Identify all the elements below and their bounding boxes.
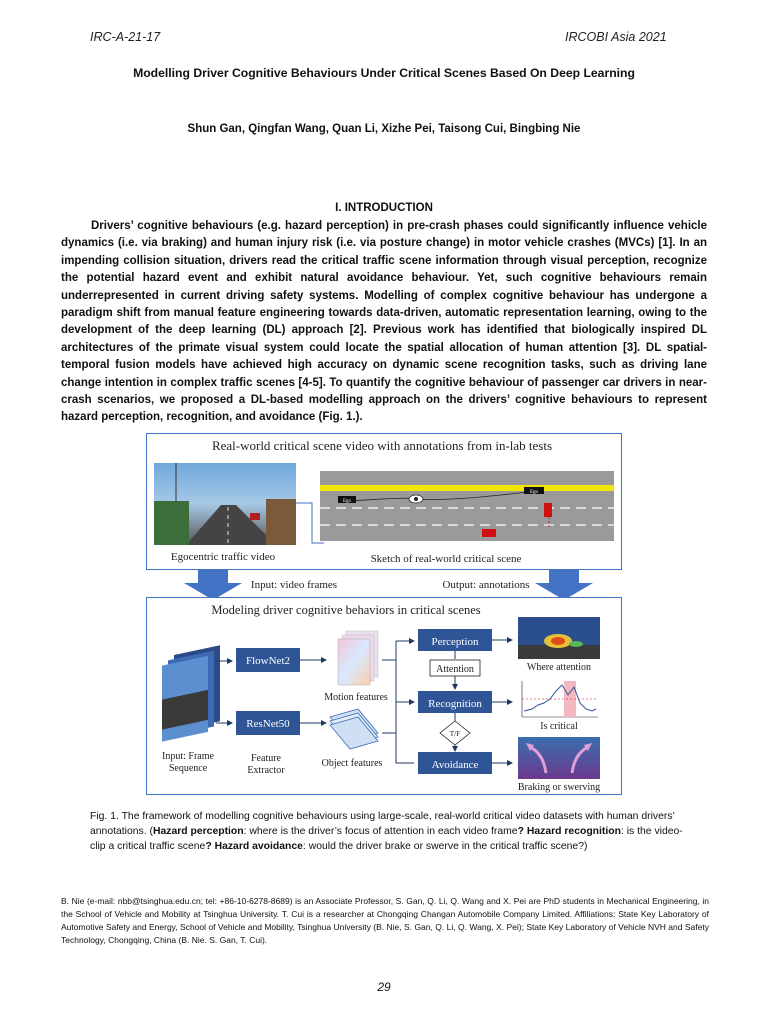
object-features-label: Object features (321, 758, 383, 769)
down-arrow-right (535, 570, 593, 600)
is-critical-label: Is critical (540, 721, 578, 732)
scene-sketch-image (320, 471, 614, 541)
motion-features-image (338, 631, 378, 685)
where-attention-label: Where attention (526, 662, 592, 673)
input-frame-label-2: Sequence (168, 763, 208, 774)
attention-label: Attention (436, 664, 474, 675)
top-panel-title: Real-world critical scene video with annotations from in-lab tests (211, 438, 553, 453)
author-list: Shun Gan, Qingfan Wang, Quan Li, Xizhe Pei, Taisong Cui, Bingbing Nie (187, 123, 581, 135)
tf-label: T/F (449, 729, 461, 738)
sketch-label: Sketch of real-world critical scene (370, 553, 522, 565)
figure-1 (146, 433, 622, 795)
figure-caption: Fig. 1. The framework of modelling cognitive behaviours using large-scale, real-world critical video datasets with human drivers’ annotations. (Hazard perception: where is the driver’s focus of attention in each video frame? Hazard recognition: is the video-clip a critical traffic scene? Hazard avoidance: would the driver brake or swerve in the critical traffic scene?) (90, 811, 683, 853)
input-frame-label-1: Input: Frame (162, 751, 214, 762)
running-header-left: IRC-A-21-17 (90, 30, 161, 44)
avoidance-label: Avoidance (431, 759, 479, 771)
feature-label-2: Extractor (247, 765, 285, 776)
section-heading: I. INTRODUCTION (335, 202, 433, 214)
egocentric-label: Egocentric traffic video (170, 551, 276, 563)
down-arrow-left (184, 570, 242, 600)
attention-heatmap-image (518, 617, 600, 659)
bottom-panel-title: Modeling driver cognitive behaviors in critical scenes (211, 603, 481, 617)
paper-title: Modelling Driver Cognitive Behaviours Under Critical Scenes Based On Deep Learning (133, 66, 635, 80)
output-annotations-label: Output: annotations (442, 579, 530, 591)
egocentric-video-image (154, 463, 296, 545)
ego-tag-2: Ego (529, 490, 539, 495)
running-header-right: IRCOBI Asia 2021 (565, 30, 667, 44)
intro-paragraph: Drivers’ cognitive behaviours (e.g. hazard perception) in pre-crash phases could significantly influence vehicle dynamics (i.e. via braking) and human injury risk (i.e. via posture change) in motor vehicle crashes (MVCs) [1]. In an impending collision situation, drivers read the critical traffic scene information through visual perception, recognize the potential hazard event and exhibit natural avoidance behaviour. Yet, such cognitive behaviours remain underrepresented in current driving safety systems. Modelling of complex cognitive behaviour has undergone a paradigm shift from manual feature engineering towards data-driven, automatic representation learning, owing to the development of the deep learning (DL) approach [2]. Previous work has identified that biologically inspired DL architectures of the primate visual system could locate the spatial allocation of human attention [3]. DL spatial-temporal fusion models have achieved high accuracy on dynamic scene recognition tasks, such as driving lane change intention in complex traffic scenes [4-5]. To quantify the cognitive behaviour of passenger car drivers in near-crash scenarios, we proposed a DL-based modelling approach on the drivers’ cognitive behaviours to represent hazard perception, recognition, and avoidance (Fig. 1.). (61, 220, 707, 424)
flownet-label: FlowNet2 (246, 655, 290, 667)
perception-label: Perception (431, 636, 479, 648)
page-number: 29 (377, 980, 391, 994)
motion-features-label: Motion features (324, 692, 388, 703)
resnet-label: ResNet50 (246, 718, 290, 730)
ego-tag-1: Ego (342, 499, 352, 504)
avoidance-scene-image (518, 737, 600, 779)
feature-label-1: Feature (251, 753, 281, 764)
recognition-label: Recognition (428, 698, 482, 710)
criticality-plot-image (518, 679, 600, 719)
author-footnote: B. Nie (e-mail: nbb@tsinghua.edu.cn; tel: +86-10-6278-8689) is an Associate Professor, S. Gan, Q. Li, Q. Wang and X. Pei are PhD students in Mechanical Engineering, in the School of Vehicle and Mobility at Tsinghua University. T. Cui is a researcher at Chongqing Changan Automobile Company Limited. Affiliations: State Key Laboratory of Automotive Safety and Energy, School of Vehicle and Mobility, Tsinghua University (B. Nie, S. Gan, Q. Li, Q. Wang, X. Pei); State Key Laboratory of Vehicle NVH and Safety Technology, Chongqing, China (B. Nie. S. Gan, T. Cui). (61, 896, 709, 945)
braking-label: Braking or swerving (517, 782, 601, 793)
input-frames-label: Input: video frames (250, 579, 338, 591)
